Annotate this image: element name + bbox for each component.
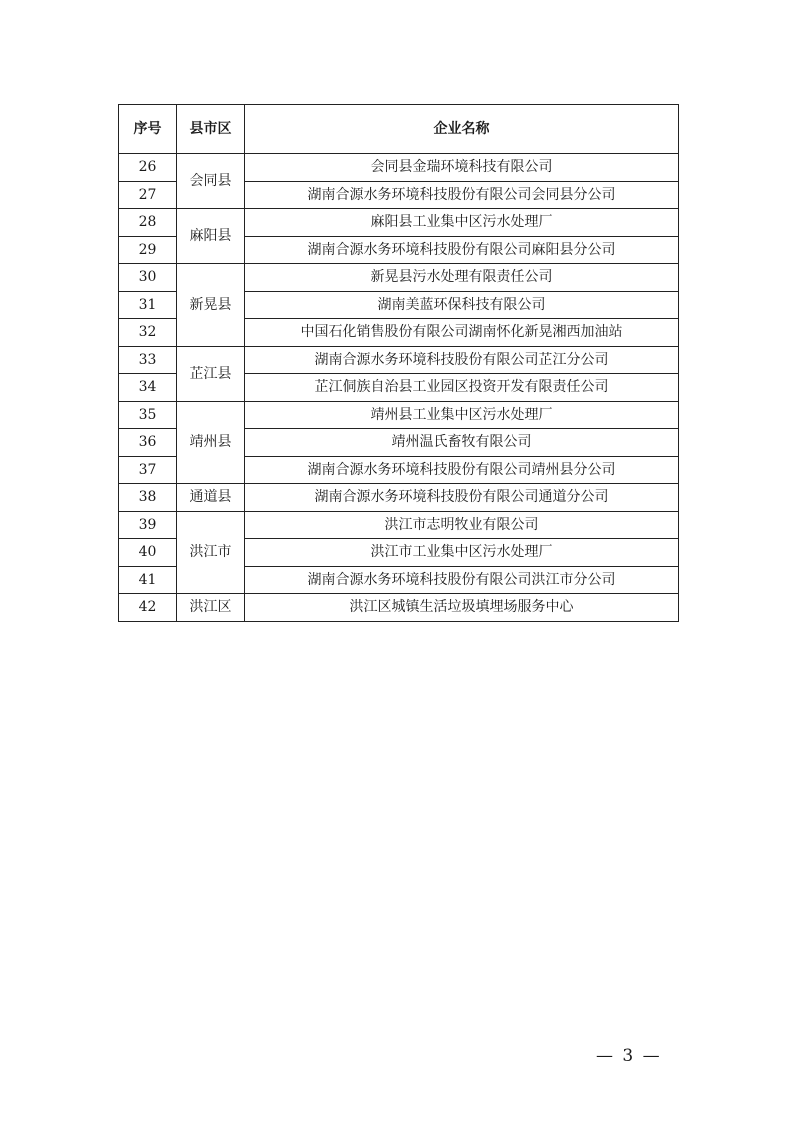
row-county: 洪江市 — [177, 511, 245, 594]
table-row — [119, 401, 679, 429]
row-county: 靖州县 — [177, 401, 245, 484]
row-seq: 34 — [119, 374, 177, 402]
header-company: 企业名称 — [245, 105, 679, 154]
row-seq: 37 — [119, 456, 177, 484]
table-row — [119, 264, 679, 292]
row-company-name: 湖南合源水务环境科技股份有限公司洪江市分公司 — [245, 566, 679, 594]
row-company-name: 湖南合源水务环境科技股份有限公司靖州县分公司 — [245, 456, 679, 484]
table-row — [119, 484, 679, 512]
row-seq: 29 — [119, 236, 177, 264]
table-row — [119, 511, 679, 539]
row-county: 会同县 — [177, 154, 245, 209]
row-seq: 30 — [119, 264, 177, 292]
company-table — [118, 104, 679, 622]
row-county: 麻阳县 — [177, 209, 245, 264]
row-company-name: 芷江侗族自治县工业园区投资开发有限责任公司 — [245, 374, 679, 402]
table-row — [119, 209, 679, 237]
row-company-name: 中国石化销售股份有限公司湖南怀化新晃湘西加油站 — [245, 319, 679, 347]
row-seq: 27 — [119, 181, 177, 209]
row-seq: 41 — [119, 566, 177, 594]
table-header — [119, 105, 679, 154]
row-company-name: 靖州温氏畜牧有限公司 — [245, 429, 679, 457]
row-seq: 36 — [119, 429, 177, 457]
row-seq: 31 — [119, 291, 177, 319]
row-seq: 32 — [119, 319, 177, 347]
header-row — [119, 105, 679, 154]
row-company-name: 麻阳县工业集中区污水处理厂 — [245, 209, 679, 237]
row-seq: 40 — [119, 539, 177, 567]
header-seq: 序号 — [119, 105, 177, 154]
row-company-name: 洪江区城镇生活垃圾填埋场服务中心 — [245, 594, 679, 622]
row-county: 新晃县 — [177, 264, 245, 347]
row-county: 洪江区 — [177, 594, 245, 622]
row-company-name: 湖南合源水务环境科技股份有限公司麻阳县分公司 — [245, 236, 679, 264]
row-company-name: 会同县金瑞环境科技有限公司 — [245, 154, 679, 182]
row-seq: 39 — [119, 511, 177, 539]
row-county: 芷江县 — [177, 346, 245, 401]
row-company-name: 湖南合源水务环境科技股份有限公司通道分公司 — [245, 484, 679, 512]
row-seq: 38 — [119, 484, 177, 512]
table-row — [119, 154, 679, 182]
row-company-name: 湖南美蓝环保科技有限公司 — [245, 291, 679, 319]
table-body — [119, 154, 679, 622]
row-seq: 33 — [119, 346, 177, 374]
row-seq: 26 — [119, 154, 177, 182]
row-company-name: 新晃县污水处理有限责任公司 — [245, 264, 679, 292]
row-company-name: 靖州县工业集中区污水处理厂 — [245, 401, 679, 429]
row-company-name: 洪江市志明牧业有限公司 — [245, 511, 679, 539]
header-county: 县市区 — [177, 105, 245, 154]
row-company-name: 洪江市工业集中区污水处理厂 — [245, 539, 679, 567]
table-row — [119, 594, 679, 622]
row-seq: 42 — [119, 594, 177, 622]
row-company-name: 湖南合源水务环境科技股份有限公司芷江分公司 — [245, 346, 679, 374]
page-number: — 3 — — [596, 1046, 662, 1066]
table-row — [119, 346, 679, 374]
row-county: 通道县 — [177, 484, 245, 512]
row-seq: 28 — [119, 209, 177, 237]
row-seq: 35 — [119, 401, 177, 429]
row-company-name: 湖南合源水务环境科技股份有限公司会同县分公司 — [245, 181, 679, 209]
